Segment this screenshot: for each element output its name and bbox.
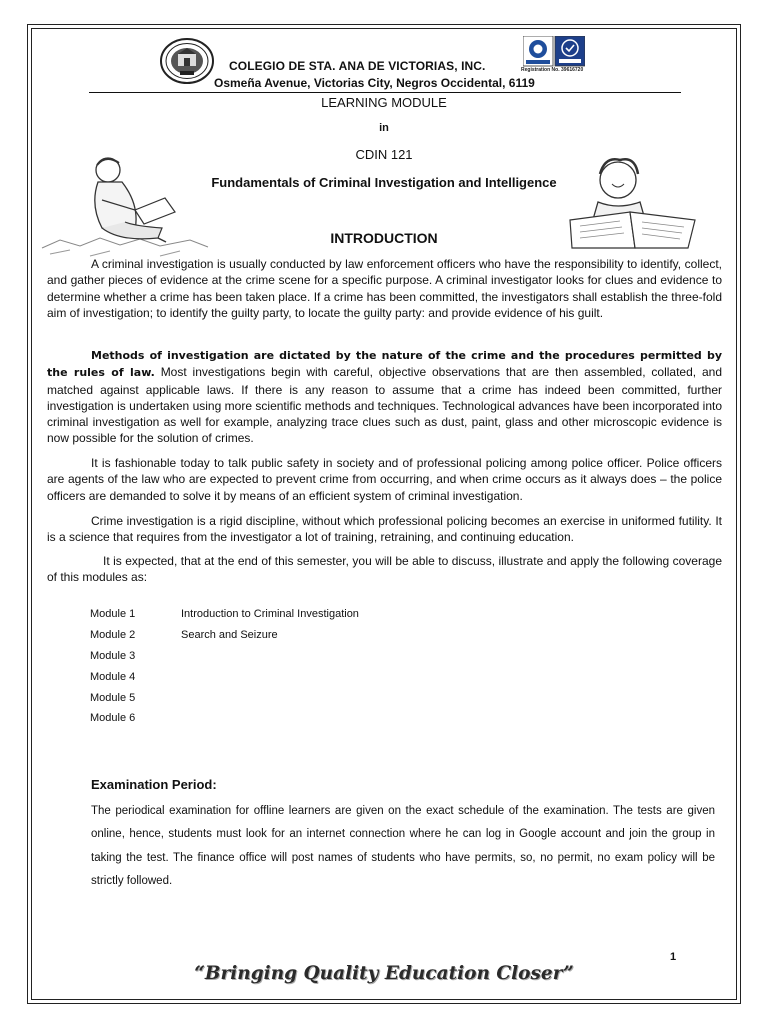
intro-paragraph-5-text: It is expected, that at the end of this semester, you will be able to discuss, illustrate and apply the following coverage of this modules as: (47, 554, 722, 585)
intro-paragraph-4-text: Crime investigation is a rigid discipline, without which professional policing becomes an exercise in uniformed futility. It is a science that requires from the investigator a lot of training, retraining, and continuing education. (47, 514, 722, 545)
list-item (90, 625, 359, 646)
registration-number: Registration No. 39616720 (521, 67, 584, 73)
intro-paragraph-2-text: Most investigations begin with careful, objective observations that are then assembled, collated, and matched against applicable laws. If there is any reason to assume that a crime has indeed been committed, further investigation is undertaken using more scientific methods and techniques. Technological advances have been incorporated into criminal investigation as well for example, analyzing trace clues such as dust, paint, glass and other microscopic evidence is now possible for the solution of crimes. (47, 365, 722, 446)
list-item (90, 708, 359, 729)
course-code: CDIN 121 (355, 147, 413, 162)
intro-paragraph-2-lead: Methods of investigation are dictated by the nature of the crime and the procedures permitted by the rules of law. (47, 349, 722, 380)
module-label: Module 6 (90, 712, 136, 725)
module-title: LEARNING MODULE (321, 95, 447, 110)
intro-paragraph-1 (47, 256, 722, 321)
intro-paragraph-3 (47, 455, 722, 504)
course-title: Fundamentals of Criminal Investigation and Intelligence (211, 175, 557, 190)
school-motto: “Bringing Quality Education Closer” (194, 963, 574, 984)
module-title: Search and Seizure (181, 629, 278, 642)
introduction-heading: INTRODUCTION (330, 230, 438, 246)
module-list (90, 604, 359, 729)
intro-paragraph-2 (47, 347, 722, 447)
module-title: Introduction to Criminal Investigation (181, 608, 359, 621)
module-label: Module 2 (90, 629, 136, 642)
list-item (90, 646, 359, 667)
school-address: Osmeña Avenue, Victorias City, Negros Occidental, 6119 (214, 76, 535, 90)
title-connector: in (379, 122, 389, 134)
school-seal-icon (160, 38, 214, 84)
exam-paragraph: The periodical examination for offline learners are given on the exact schedule of the examination. The tests are given online, hence, students must look for an internet connection where he can log in Google account and join the group in taking the test. The finance office will post names of students who have permits, so, no permit, no exam policy will be strictly followed. (91, 805, 715, 887)
module-label: Module 5 (90, 691, 136, 704)
list-item (90, 687, 359, 708)
intro-paragraph-1-text: A criminal investigation is usually conducted by law enforcement officers who have the responsibility to identify, collect, and gather pieces of evidence at the crime scene for a specific purpose. A criminal investigator looks for clues and evidence to determine whether a crime has been taken place. If a crime has been committed, the investigators shall establish the three-fold aim of investigation; to identify the guilty party, to locate the guilty party: and provide evidence of his guilt. (47, 257, 722, 320)
intro-paragraph-4 (47, 513, 722, 546)
module-label: Module 3 (90, 649, 136, 662)
header-divider (89, 92, 681, 93)
list-item (90, 604, 359, 625)
school-name: COLEGIO DE STA. ANA DE VICTORIAS, INC. (229, 59, 486, 73)
module-label: Module 4 (90, 670, 136, 683)
intro-paragraph-5 (47, 553, 722, 586)
exam-heading: Examination Period: (91, 777, 217, 792)
intro-paragraph-3-text: It is fashionable today to talk public safety in society and of professional policing among police officer. Police officers are agents of the law who are expected to prevent crime from occurring, and when crime occurs as it always does – the police officers are demanded to solve it by means of an efficient system of criminal investigation. (47, 456, 722, 503)
list-item (90, 666, 359, 687)
page-number: 1 (670, 951, 677, 963)
module-label: Module 1 (90, 608, 136, 621)
